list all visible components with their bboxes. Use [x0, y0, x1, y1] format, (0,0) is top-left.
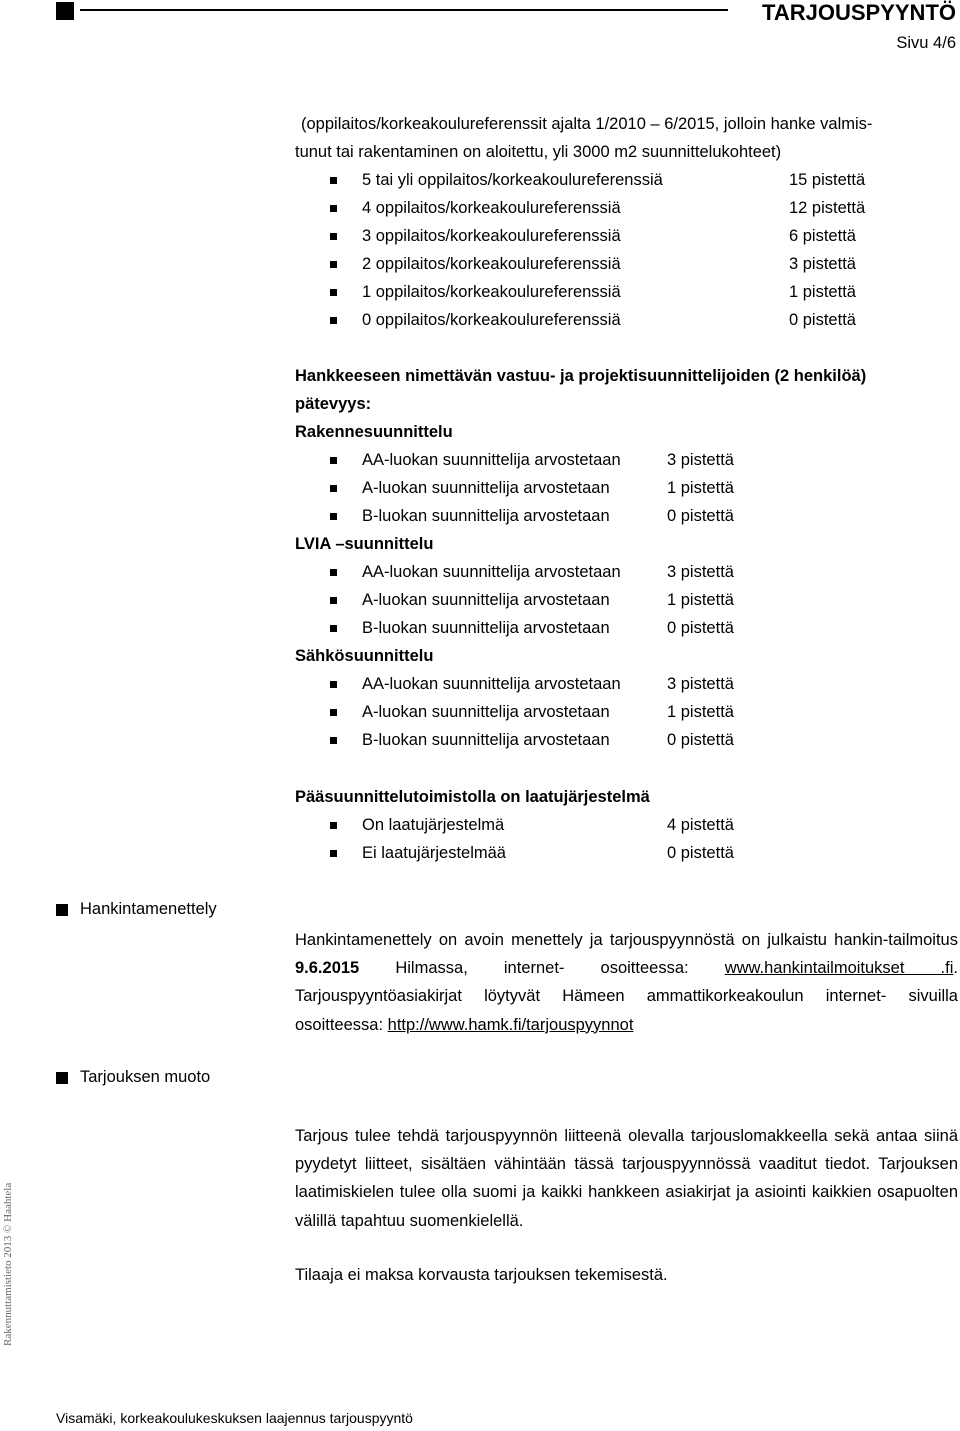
reference-label: 1 oppilaitos/korkeakoulureferenssiä: [362, 283, 621, 301]
section-bullet-icon: [56, 904, 68, 916]
criteria-points: 0 pistettä: [667, 619, 734, 637]
intro-line-2: tunut tai rakentaminen on aloitettu, yli 3000 m2 suunnittelukohteet): [295, 143, 782, 161]
bullet-icon: [330, 261, 337, 268]
criteria-points: 0 pistettä: [667, 507, 734, 525]
criteria-label: AA-luokan suunnittelija arvostetaan: [362, 675, 621, 693]
reference-label: 2 oppilaitos/korkeakoulureferenssiä: [362, 255, 621, 273]
reference-label: 0 oppilaitos/korkeakoulureferenssiä: [362, 311, 621, 329]
reference-points: 1 pistettä: [789, 283, 856, 301]
reference-label: 5 tai yli oppilaitos/korkeakoulureferenssiä: [362, 171, 663, 189]
reference-points: 0 pistettä: [789, 311, 856, 329]
group-title-rakenne: Rakennesuunnittelu: [295, 423, 453, 441]
criteria-points: 1 pistettä: [667, 591, 734, 609]
bullet-icon: [330, 625, 337, 632]
bullet-icon: [330, 289, 337, 296]
bullet-icon: [330, 709, 337, 716]
quality-heading: Pääsuunnittelutoimistolla on laatujärjestelmä: [295, 788, 650, 806]
bullet-icon: [330, 513, 337, 520]
offer-form-paragraph-1: Tarjous tulee tehdä tarjouspyynnön liitteenä olevalla tarjouslomakkeella sekä antaa siinä pyydetyt liitteet, sisältäen vähintään tässä tarjouspyynnössä vaaditut tiedot. Tarjouksen laatimiskielen tulee olla suomi ja kaikki hankkeen asiakirjat ja asiointi kaikkien osapuolten välillä tapahtuu suomenkielellä.: [295, 1127, 958, 1230]
qualification-heading-cont: pätevyys:: [295, 395, 372, 413]
qualification-heading: Hankkeeseen nimettävän vastuu- ja projektisuunnittelijoiden (2 henkilöä): [295, 367, 867, 385]
bullet-icon: [330, 822, 337, 829]
header-marker: [56, 2, 74, 20]
hankintailmoitukset-link[interactable]: www.hankintailmoitukset .fi: [724, 959, 954, 978]
procurement-text-c: . Tarjouspyyntöasiakirjat löytyvät Hämeen ammattikorkeakoulun internet- sivuilla osoitteessa:: [295, 959, 958, 1034]
reference-label: 4 oppilaitos/korkeakoulureferenssiä: [362, 199, 621, 217]
procurement-text-a: Hankintamenettely on avoin menettely ja tarjouspyynnöstä on julkaistu hankin-tailmoitus: [295, 931, 958, 949]
group-title-lvia: LVIA –suunnittelu: [295, 535, 434, 553]
bullet-icon: [330, 597, 337, 604]
criteria-label: AA-luokan suunnittelija arvostetaan: [362, 563, 621, 581]
bullet-icon: [330, 485, 337, 492]
bullet-icon: [330, 737, 337, 744]
bullet-icon: [330, 233, 337, 240]
criteria-points: 1 pistettä: [667, 703, 734, 721]
quality-label: On laatujärjestelmä: [362, 816, 505, 834]
bullet-icon: [330, 457, 337, 464]
bullet-icon: [330, 317, 337, 324]
bullet-icon: [330, 205, 337, 212]
criteria-label: A-luokan suunnittelija arvostetaan: [362, 479, 610, 497]
procurement-date: 9.6.2015: [295, 959, 360, 978]
criteria-points: 1 pistettä: [667, 479, 734, 497]
quality-points: 4 pistettä: [667, 816, 734, 834]
page-number: Sivu 4/6: [896, 34, 956, 52]
section-heading-procurement: Hankintamenettely: [80, 900, 217, 918]
criteria-label: A-luokan suunnittelija arvostetaan: [362, 703, 610, 721]
bullet-icon: [330, 850, 337, 857]
quality-label: Ei laatujärjestelmää: [362, 844, 506, 862]
procurement-paragraph: [295, 926, 958, 1039]
section-bullet-icon: [56, 1072, 68, 1084]
reference-points: 6 pistettä: [789, 227, 856, 245]
criteria-label: B-luokan suunnittelija arvostetaan: [362, 731, 610, 749]
hamk-tarjouspyynnot-link[interactable]: http://www.hamk.fi/tarjouspyynnot: [387, 1015, 634, 1034]
document-title: TARJOUSPYYNTÖ: [762, 0, 956, 25]
criteria-label: AA-luokan suunnittelija arvostetaan: [362, 451, 621, 469]
criteria-label: B-luokan suunnittelija arvostetaan: [362, 507, 610, 525]
reference-points: 3 pistettä: [789, 255, 856, 273]
criteria-points: 0 pistettä: [667, 731, 734, 749]
criteria-label: A-luokan suunnittelija arvostetaan: [362, 591, 610, 609]
copyright-side-text: Rakennuttamistieto 2013 © Haahtela: [2, 1182, 14, 1346]
bullet-icon: [330, 681, 337, 688]
criteria-label: B-luokan suunnittelija arvostetaan: [362, 619, 610, 637]
page-footer: Visamäki, korkeakoulukeskuksen laajennus tarjouspyyntö: [56, 1410, 413, 1426]
procurement-text-b: Hilmassa, internet- osoitteessa:: [359, 959, 725, 978]
section-heading-offer-form: Tarjouksen muoto: [80, 1068, 211, 1086]
criteria-points: 3 pistettä: [667, 563, 734, 581]
intro-line-1: (oppilaitos/korkeakoulureferenssit ajalta 1/2010 – 6/2015, jolloin hanke valmis-: [301, 115, 873, 133]
criteria-points: 3 pistettä: [667, 675, 734, 693]
quality-points: 0 pistettä: [667, 844, 734, 862]
reference-label: 3 oppilaitos/korkeakoulureferenssiä: [362, 227, 621, 245]
reference-points: 15 pistettä: [789, 171, 866, 189]
bullet-icon: [330, 569, 337, 576]
bullet-icon: [330, 177, 337, 184]
reference-points: 12 pistettä: [789, 199, 866, 217]
header-rule: [80, 9, 728, 11]
criteria-points: 3 pistettä: [667, 451, 734, 469]
offer-form-paragraph-2: Tilaaja ei maksa korvausta tarjouksen tekemisestä.: [295, 1266, 668, 1284]
group-title-sahko: Sähkösuunnittelu: [295, 647, 434, 665]
